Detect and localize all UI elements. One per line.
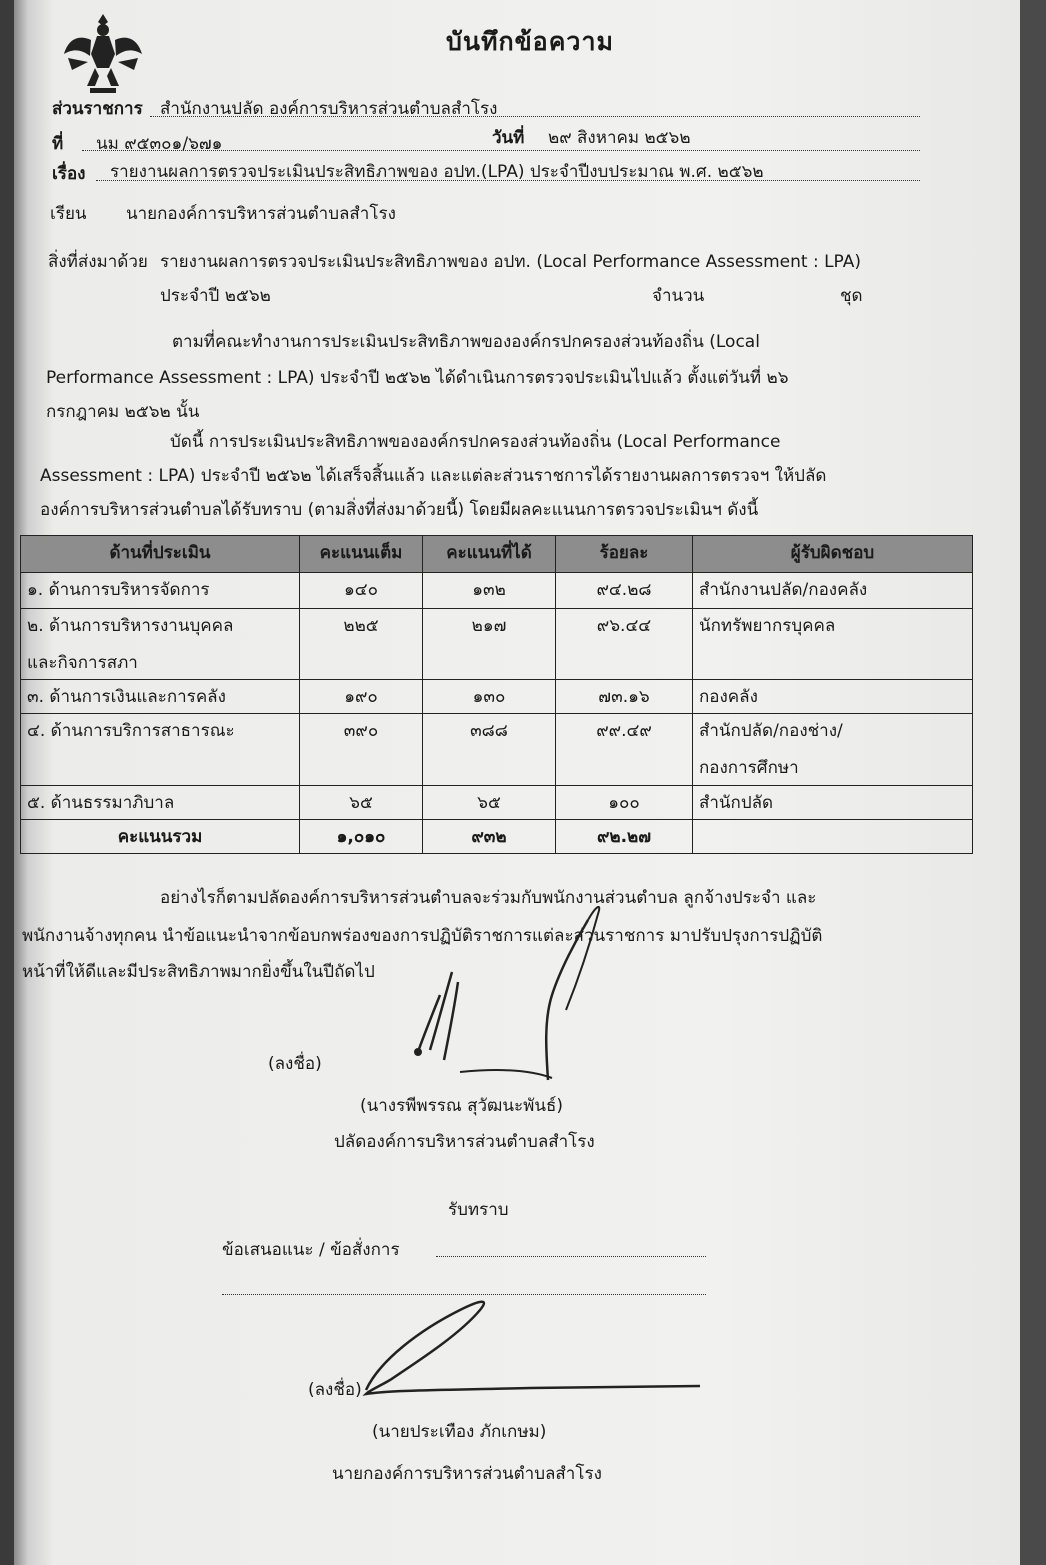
signature-1-name: (นางรพีพรรณ สุวัฒนะพันธ์): [360, 1096, 563, 1116]
full-score-cell: ๑๙๐: [300, 680, 423, 714]
header-aspect: ด้านที่ประเมิน: [21, 536, 300, 573]
aspect-cell: ๔. ด้านการบริการสาธารณะ: [21, 714, 300, 786]
signature-2-name: (นายประเทือง ภักเกษม): [372, 1422, 547, 1442]
score-got-cell: ๑๓๒: [423, 573, 556, 609]
to-label: เรียน: [50, 204, 87, 224]
enclosure-year: ประจำปี ๒๕๖๒: [160, 286, 271, 306]
signature-2-position: นายกองค์การบริหารส่วนตำบลสำโรง: [332, 1464, 602, 1484]
full-score-cell: ๓๙๐: [300, 714, 423, 786]
signature-2-scribble: [330, 1290, 730, 1410]
percent-cell: ๙๙.๔๙: [556, 714, 693, 786]
paragraph-1-line-3: กรกฎาคม ๒๕๖๒ นั้น: [46, 402, 200, 422]
score-table: [20, 535, 973, 854]
memo-title: บันทึกข้อความ: [446, 27, 614, 56]
responsible-cell: [693, 714, 973, 786]
aspect-cell: ๓. ด้านการเงินและการคลัง: [21, 680, 300, 714]
paragraph-3-line-3: หน้าที่ให้ดีและมีประสิทธิภาพมากยิ่งขึ้นในปีถัดไป: [22, 962, 375, 982]
header-responsible: ผู้รับผิดชอบ: [693, 536, 973, 573]
percent-cell: ๑๐๐: [556, 786, 693, 820]
header-score-got: คะแนนที่ได้: [423, 536, 556, 573]
background-edge: [1020, 0, 1046, 1565]
ref-dotline: [82, 150, 920, 151]
to-value: นายกองค์การบริหารส่วนตำบลสำโรง: [126, 204, 396, 224]
signature-1-label: (ลงชื่อ): [268, 1054, 322, 1074]
acknowledge-dotline-1: [436, 1256, 706, 1257]
total-label-cell: คะแนนรวม: [21, 820, 300, 854]
enclosure-count-label: จำนวน: [652, 286, 705, 306]
agency-dotline: [150, 116, 920, 117]
total-percent-cell: ๙๒.๒๗: [556, 820, 693, 854]
score-got-cell: ๒๑๗: [423, 609, 556, 680]
paragraph-2-line-2: Assessment : LPA) ประจำปี ๒๕๖๒ ได้เสร็จสิ้นแล้ว และแต่ละส่วนราชการได้รายงานผลการตรวจฯ ให้ปลัด: [40, 466, 827, 486]
responsible-cell: สำนักงานปลัด/กองคลัง: [693, 573, 973, 609]
paragraph-3-line-2: พนักงานจ้างทุกคน นำข้อแนะนำจากข้อบกพร่องของการปฏิบัติราชการแต่ละส่วนราชการ มาปรับปรุงการปฏิบัติ: [22, 926, 823, 946]
total-full-cell: ๑,๐๑๐: [300, 820, 423, 854]
header-full-score: คะแนนเต็ม: [300, 536, 423, 573]
paragraph-1-line-1: ตามที่คณะทำงานการประเมินประสิทธิภาพขององค์กรปกครองส่วนท้องถิ่น (Local: [172, 332, 760, 352]
table-row: [21, 573, 973, 609]
ref-label: ที่: [52, 134, 64, 154]
acknowledge-title: รับทราบ: [448, 1200, 509, 1220]
subject-label: เรื่อง: [52, 164, 86, 184]
score-got-cell: ๓๘๘: [423, 714, 556, 786]
full-score-cell: ๑๔๐: [300, 573, 423, 609]
paragraph-2-line-1: บัดนี้ การประเมินประสิทธิภาพขององค์กรปกครองส่วนท้องถิ่น (Local Performance: [170, 432, 781, 452]
aspect-line: ๒. ด้านการบริหารงานบุคคล: [27, 616, 234, 636]
acknowledge-label: ข้อเสนอแนะ / ข้อสั่งการ: [222, 1240, 400, 1260]
header-percent: ร้อยละ: [556, 536, 693, 573]
aspect-line: และกิจการสภา: [27, 653, 138, 673]
enclosure-label: สิ่งที่ส่งมาด้วย: [48, 252, 148, 272]
responsible-cell: กองคลัง: [693, 680, 973, 714]
signature-1-scribble: [400, 900, 660, 1090]
aspect-cell: ๑. ด้านการบริหารจัดการ: [21, 573, 300, 609]
paragraph-1-line-2: Performance Assessment : LPA) ประจำปี ๒๕๖๒ ได้ดำเนินการตรวจประเมินไปแล้ว ตั้งแต่วันที่ ๒๖: [46, 368, 789, 388]
table-row: [21, 609, 973, 680]
ref-value: นม ๙๕๓๐๑/๖๗๑: [96, 134, 223, 154]
responsible-line: สำนักปลัด/กองช่าง/: [699, 721, 843, 741]
agency-label: ส่วนราชการ: [52, 99, 143, 119]
responsible-cell: นักทรัพยากรบุคคล: [693, 609, 973, 680]
table-total-row: [21, 820, 973, 854]
percent-cell: ๗๓.๑๖: [556, 680, 693, 714]
enclosure-unit: ชุด: [840, 286, 863, 306]
score-got-cell: ๑๓๐: [423, 680, 556, 714]
percent-cell: ๙๔.๒๘: [556, 573, 693, 609]
enclosure-value: รายงานผลการตรวจประเมินประสิทธิภาพของ อปท. (Local Performance Assessment : LPA): [160, 252, 861, 272]
date-label: วันที่: [492, 128, 525, 148]
score-got-cell: ๖๕: [423, 786, 556, 820]
table-row: [21, 680, 973, 714]
signature-2-label: (ลงชื่อ): [308, 1380, 362, 1400]
signature-1-position: ปลัดองค์การบริหารส่วนตำบลสำโรง: [334, 1132, 595, 1152]
date-value: ๒๙ สิงหาคม ๒๕๖๒: [548, 128, 691, 148]
aspect-cell: ๕. ด้านธรรมาภิบาล: [21, 786, 300, 820]
paragraph-3-line-1: อย่างไรก็ตามปลัดองค์การบริหารส่วนตำบลจะร่วมกับพนักงานส่วนตำบล ลูกจ้างประจำ และ: [160, 888, 817, 908]
garuda-seal-icon: [60, 10, 146, 96]
subject-value: รายงานผลการตรวจประเมินประสิทธิภาพของ อปท.(LPA) ประจำปีงบประมาณ พ.ศ. ๒๕๖๒: [110, 162, 764, 182]
paragraph-2-line-3: องค์การบริหารส่วนตำบลได้รับทราบ (ตามสิ่งที่ส่งมาด้วยนี้) โดยมีผลคะแนนการตรวจประเมินฯ ดังนี้: [40, 500, 759, 520]
full-score-cell: ๖๕: [300, 786, 423, 820]
total-responsible-cell: [693, 820, 973, 854]
aspect-cell: [21, 609, 300, 680]
responsible-line: กองการศึกษา: [699, 758, 799, 778]
table-row: [21, 714, 973, 786]
subject-dotline: [96, 180, 920, 181]
agency-value: สำนักงานปลัด องค์การบริหารส่วนตำบลสำโรง: [160, 99, 498, 119]
responsible-cell: สำนักปลัด: [693, 786, 973, 820]
table-row: [21, 786, 973, 820]
total-got-cell: ๙๓๒: [423, 820, 556, 854]
percent-cell: ๙๖.๔๔: [556, 609, 693, 680]
table-header-row: [21, 536, 973, 573]
full-score-cell: ๒๒๕: [300, 609, 423, 680]
